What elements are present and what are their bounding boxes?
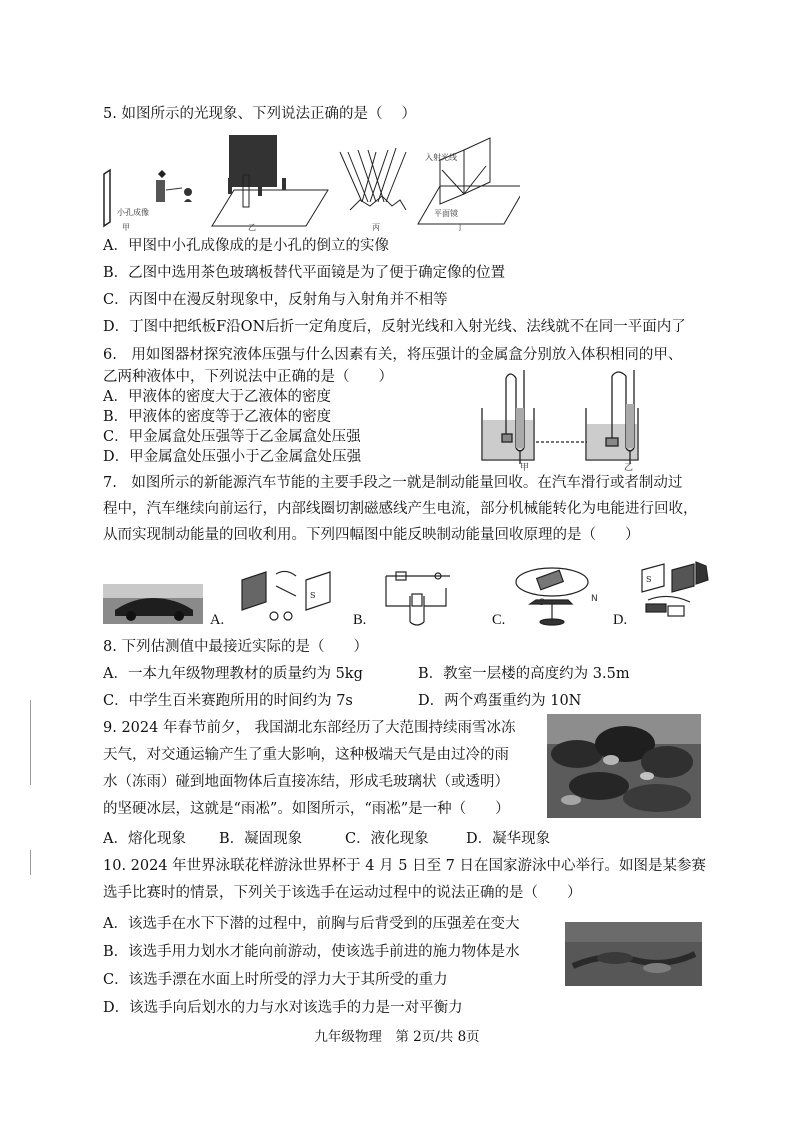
- q5-caption-pinhole: 小孔成像: [117, 208, 149, 217]
- q9-option-d: D．凝华现象: [466, 831, 551, 847]
- q7-option-b-figure: [380, 566, 460, 628]
- svg-text:S: S: [310, 591, 316, 600]
- q5-caption-yi: 乙: [248, 223, 256, 232]
- q10-stem-line1: 10. 2024 年世界泳联花样游泳世界杯于 4 月 5 日至 7 日在国家游泳中心举行。如图是某参赛: [103, 858, 707, 874]
- q8-stem: 8. 下列估测值中最接近实际的是（ ）: [103, 639, 368, 655]
- diffuse-reflection-diagram: [340, 148, 406, 210]
- q7-option-d-figure: [638, 556, 710, 626]
- q5-option-d: D．丁图中把纸板F沿ON后折一定角度后，反射光线和入射光线、法线就不在同一平面内了: [103, 319, 686, 335]
- q7-option-b-label: B.: [353, 612, 367, 628]
- q5-caption-jia: 甲: [122, 223, 130, 232]
- q6-option-b: B．甲液体的密度等于乙液体的密度: [103, 409, 332, 425]
- q9-option-a: A．熔化现象: [103, 831, 186, 847]
- q10-option-b: B．该选手用力划水才能向前游动，使该选手前进的施力物体是水: [103, 944, 520, 960]
- q10-option-d: D．该选手向后划水的力与水对该选手的力是一对平衡力: [103, 1000, 463, 1016]
- q5-option-c: C．丙图中在漫反射现象中，反射角与入射角并不相等: [103, 292, 448, 308]
- q5-option-a: A．甲图中小孔成像成的是小孔的倒立的实像: [103, 238, 389, 254]
- q7-option-c-s-pole: S: [539, 598, 545, 608]
- q7-option-a-label: A.: [210, 612, 225, 628]
- q5-stem: 5. 如图所示的光现象、下列说法正确的是（ ）: [103, 106, 417, 122]
- q6-option-a: A．甲液体的密度大于乙液体的密度: [103, 389, 331, 405]
- q10-option-a: A．该选手在水下下潜的过程中，前胸与后背受到的压强差在变大: [103, 916, 520, 932]
- q6-stem-line1: 6. 用如图器材探究液体压强与什么因素有关，将压强计的金属盒分别放入体积相同的甲、: [103, 347, 683, 363]
- q9-option-c: C．液化现象: [345, 831, 429, 847]
- q6-caption-jia: 甲: [520, 463, 530, 473]
- q7-option-d-label: D.: [613, 612, 628, 628]
- q7-stem-line2: 程中，汽车继续向前运行，内部线圈切割磁感线产生电流，部分机械能转化为电能进行回收，: [103, 501, 698, 517]
- glass-plate-diagram: [212, 135, 328, 226]
- q6-stem-line2: 乙两种液体中，下列说法中正确的是（ ）: [103, 369, 393, 385]
- page-footer: [0, 1025, 794, 1045]
- q7-stem-line3: 从而实现制动能量的回收利用。下列四幅图中能反映制动能量回收原理的是（ ）: [103, 527, 640, 543]
- q5-option-b: B．乙图中选用茶色玻璃板替代平面镜是为了便于确定像的位置: [103, 265, 506, 281]
- q5-caption-incident: 入射光线: [425, 153, 457, 162]
- q8-option-c: C．中学生百米赛跑所用的时间约为 7s: [103, 693, 353, 709]
- footer-page-number: 第 2页/共 8页: [395, 1029, 480, 1045]
- q5-caption-bing: 丙: [372, 223, 380, 232]
- q7-option-c-figure: [512, 560, 596, 626]
- svg-text:S: S: [646, 575, 652, 584]
- q10-option-c: C．该选手漂在水面上时所受的浮力大于其所受的重力: [103, 972, 448, 988]
- q8-option-d: D．两个鸡蛋重约为 10N: [418, 693, 582, 709]
- q9-stem-line4: 的坚硬冰层，这就是“雨凇”。如图所示，“雨凇”是一种（ ）: [103, 801, 510, 817]
- q10-stem-line2: 选手比赛时的情景，下列关于该选手在运动过程中的说法正确的是（ ）: [103, 885, 582, 901]
- q9-stem-line2: 天气，对交通运输产生了重大影响，这种极端天气是由过冷的雨: [103, 747, 509, 763]
- q9-rime-ice-photo: [547, 714, 701, 818]
- footer-subject: 九年级物理: [314, 1029, 382, 1045]
- q6-option-d: D．甲金属盒处压强小于乙金属盒处压强: [103, 449, 362, 465]
- q8-option-a: A．一本九年级物理教材的质量约为 5kg: [103, 666, 363, 682]
- q5-caption-ding: 丁: [456, 223, 464, 232]
- q7-option-a-figure: [236, 566, 342, 626]
- q10-swimmer-photo: [565, 922, 702, 986]
- q9-option-b: B．凝固现象: [219, 831, 303, 847]
- q7-option-c-label: C.: [492, 612, 506, 628]
- q6-pressure-gauge-figure: [476, 368, 686, 468]
- q7-car-photo: [103, 584, 203, 624]
- q7-option-c-n-pole: N: [591, 594, 598, 604]
- scan-margin-mark: [30, 850, 31, 875]
- q9-stem-line1: 9. 2024 年春节前夕， 我国湖北东部经历了大范围持续雨雪冰冻: [103, 720, 516, 736]
- q5-caption-mirror: 平面镜: [434, 209, 458, 218]
- q9-stem-line3: 水（冻雨）碰到地面物体后直接冻结，形成毛玻璃状（或透明）: [103, 774, 509, 790]
- q8-option-b: B．教室一层楼的高度约为 3.5m: [418, 666, 630, 682]
- q7-stem-line1: 7. 如图所示的新能源汽车节能的主要手段之一就是制动能量回收。在汽车滑行或者制动过: [103, 475, 683, 491]
- q6-option-c: C．甲金属盒处压强等于乙金属盒处压强: [103, 429, 361, 445]
- q6-caption-yi: 乙: [624, 463, 634, 473]
- scan-margin-mark: [30, 700, 31, 785]
